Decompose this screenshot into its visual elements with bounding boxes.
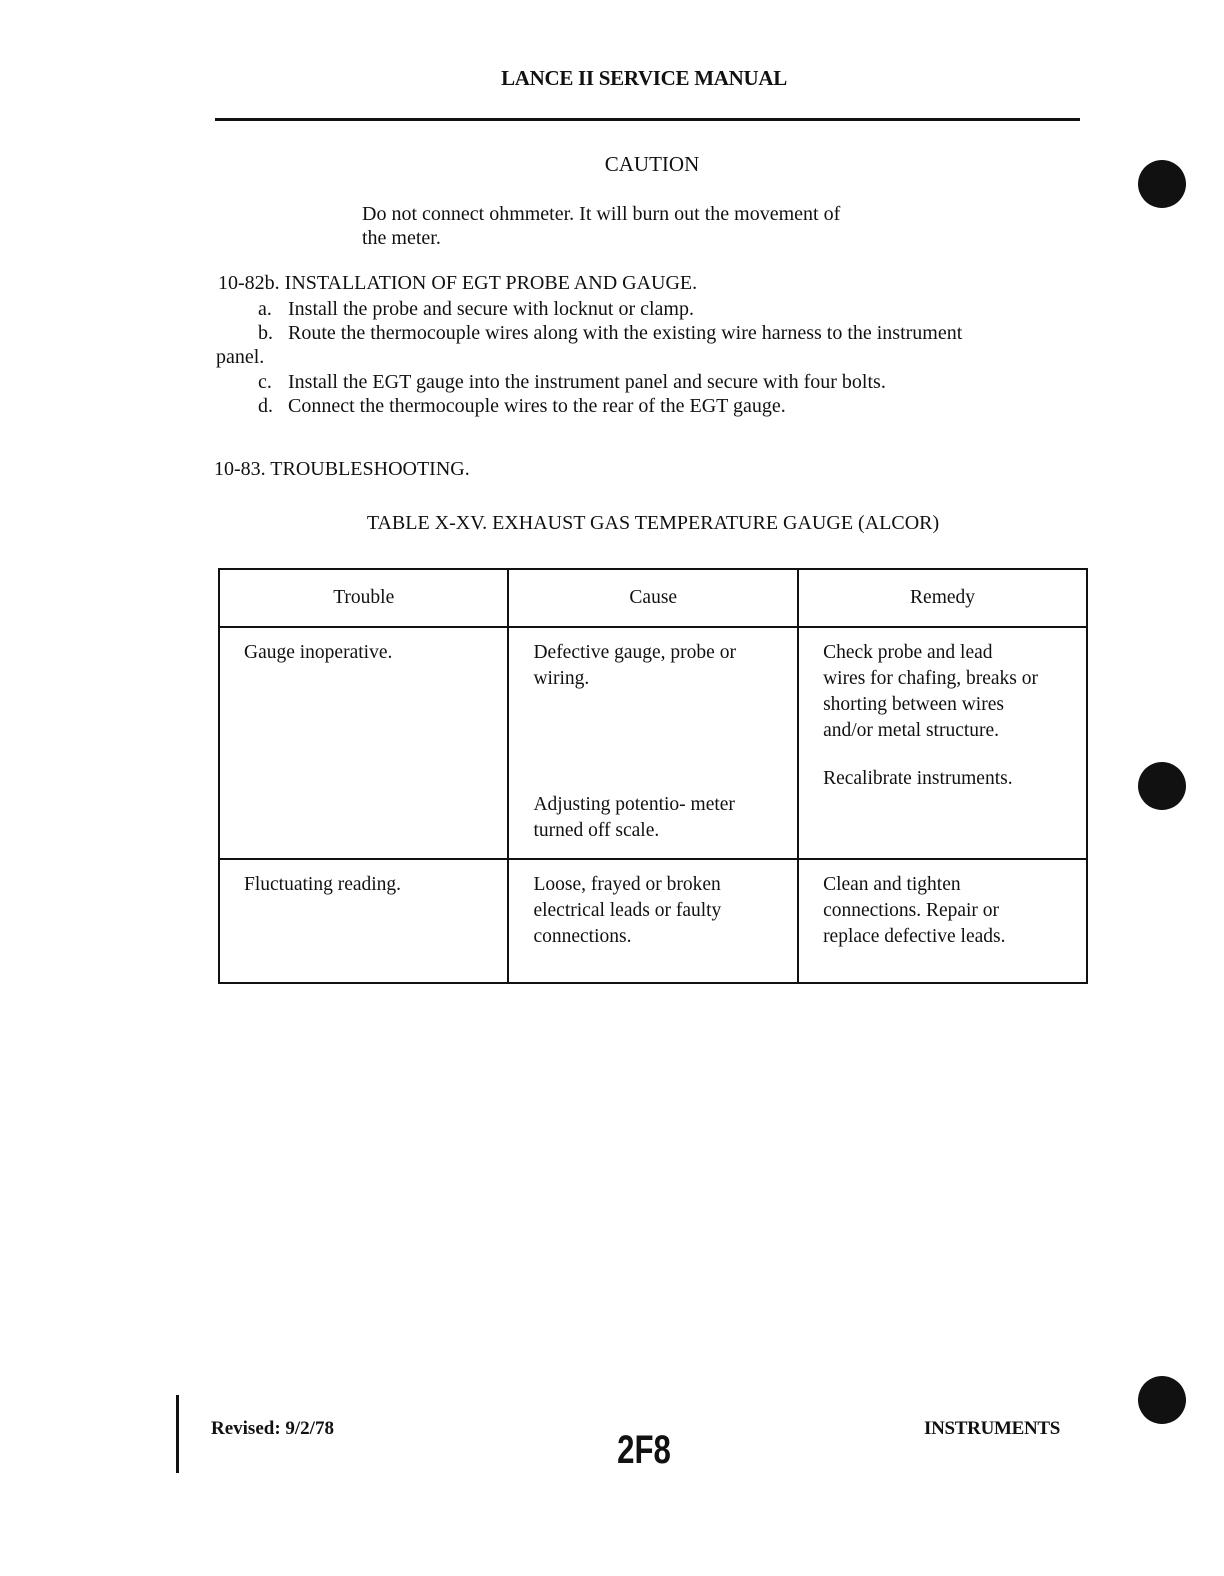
table-row (219, 859, 1087, 983)
caution-title: CAUTION (604, 152, 700, 176)
step-letter: d. (258, 395, 273, 417)
table-row (219, 627, 1087, 859)
installation-step-b-continuation: panel. (216, 346, 265, 368)
trouble-text: Gauge inoperative. (244, 642, 393, 663)
caution-text (362, 202, 962, 250)
cause-cell (508, 859, 798, 983)
caution-text-line-2: the meter. (362, 227, 441, 249)
remedy-cell (798, 859, 1087, 983)
header-remedy: Remedy (798, 569, 1087, 627)
header-trouble: Trouble (219, 569, 508, 627)
installation-heading: 10-82b. INSTALLATION OF EGT PROBE AND GAUGE. (218, 272, 698, 294)
trouble-cell (219, 859, 508, 983)
troubleshooting-heading: 10-83. TROUBLESHOOTING. (214, 458, 470, 480)
step-text: Install the probe and secure with locknut or clamp. (288, 298, 694, 320)
manual-title: LANCE II SERVICE MANUAL (501, 66, 787, 90)
remedy-cell (798, 627, 1087, 859)
cause-spacer (533, 692, 787, 792)
installation-step-b (258, 321, 962, 345)
cause-text: Defective gauge, probe or wiring. (533, 642, 736, 689)
step-text: Install the EGT gauge into the instrument panel and secure with four bolts. (288, 371, 886, 393)
header-rule (215, 118, 1080, 121)
step-text: Route the thermocouple wires along with the existing wire harness to the instrument (288, 322, 963, 344)
remedy-text: Check probe and lead wires for chafing, breaks or shorting between wires and/or metal structure. (823, 642, 1039, 741)
installation-step-d (258, 394, 786, 418)
step-letter: a. (258, 298, 272, 320)
step-letter: b. (258, 322, 273, 344)
installation-step-c (258, 370, 886, 394)
installation-step-a (258, 297, 694, 321)
caution-text-line-1: Do not connect ohmmeter. It will burn out the movement of (362, 203, 841, 225)
remedy-text: Recalibrate instruments. (823, 768, 1013, 789)
binder-hole-top (1138, 160, 1186, 208)
remedy-text: Clean and tighten connections. Repair or replace defective leads. (823, 874, 1006, 947)
troubleshooting-table (218, 568, 1088, 984)
remedy-spacer (823, 744, 1076, 766)
cause-cell (508, 627, 798, 859)
header-cause: Cause (508, 569, 798, 627)
section-name: INSTRUMENTS (924, 1418, 1061, 1439)
revised-date: Revised: 9/2/78 (211, 1418, 334, 1439)
cause-text: Loose, frayed or broken electrical leads or faulty connections. (533, 874, 722, 947)
trouble-text: Fluctuating reading. (244, 874, 402, 895)
table-header-row (219, 569, 1087, 627)
step-text: Connect the thermocouple wires to the rear of the EGT gauge. (288, 395, 786, 417)
page-number: 2F8 (617, 1428, 671, 1472)
step-letter: c. (258, 371, 272, 393)
cause-text: Adjusting potentio- meter turned off scale. (533, 794, 735, 841)
binder-hole-bottom (1138, 1376, 1186, 1424)
binder-hole-middle (1138, 762, 1186, 810)
trouble-cell (219, 627, 508, 859)
table-title: TABLE X-XV. EXHAUST GAS TEMPERATURE GAUGE (ALCOR) (366, 512, 940, 534)
